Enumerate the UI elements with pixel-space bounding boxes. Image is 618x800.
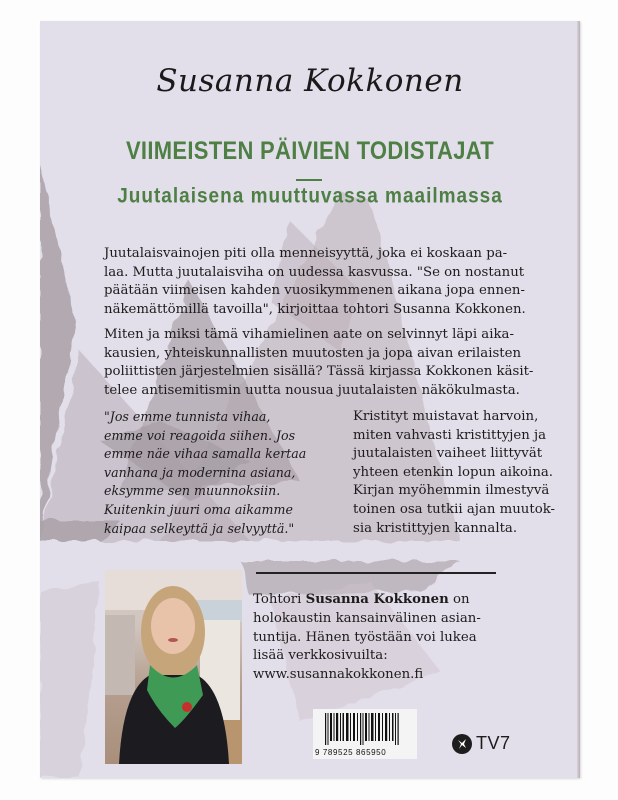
publisher-logo [452,733,511,754]
cover-edge [577,21,580,778]
book-subtitle: Juutalaisena muuttuvassa maailmassa [117,184,503,208]
blurb-column-2 [353,408,556,538]
barcode-bars [313,709,417,749]
author-signature: Susanna Kokkonen [156,63,464,99]
blurb-line: Juutalaisvainojen piti olla menneisyyttä, joka ei koskaan pa- [104,246,508,261]
author-website-link[interactable]: www.susannakokkonen.fi [253,667,424,683]
publisher-dove-icon [452,734,472,754]
blurb-line: Kristityt muistavat harvoin, [353,409,539,424]
blurb-line: toinen osa tutkii ajan muutok- [353,501,556,517]
blurb-line: juutalaisten vaiheet liittyvät [353,446,543,462]
blurb-line: miten vahvasti kristittyjen ja [353,427,547,443]
quote-line: emme voi reagoida siihen. Jos [104,427,296,443]
bio-line: holokaustin kansainvälinen asian- [253,610,481,626]
title-divider [296,179,322,181]
blurb-line: Miten ja miksi tämä vihamielinen aate on selvinnyt läpi aika- [104,327,514,342]
isbn-number: 9 789525 865950 [315,748,387,757]
isbn-barcode [313,709,417,759]
quote-line: vanhana ja modernina asiana, [104,464,296,480]
blurb-line: laa. Mutta juutalaisviha on uudessa kasvussa. "Se on nostanut [104,264,525,280]
bio-divider [256,572,496,574]
author-quote [104,408,307,538]
blurb-line: kausien, yhteiskunnallisten muutosten ja jopa aivan erilaisten [104,345,522,361]
author-photo [105,570,242,764]
bio-line: lisää verkkosivuilta: [253,648,388,664]
bio-prefix: Tohtori [253,592,306,607]
blurb-line: päätään viimeisen kahden vuosikymmenen aikana jopa ennen- [104,283,525,299]
publisher-name: TV7 [476,733,511,753]
book-back-cover [40,21,580,778]
blurb-line: yhteen etenkin lopun aikoina. [353,464,554,480]
blurb-line: poliittisten järjestelmien sisällä? Tässä kirjassa Kokkonen käsit- [104,364,534,380]
author-portrait-illustration [105,570,242,764]
quote-line: eksymme sen muunnoksiin. [104,483,281,499]
quote-line: emme näe vihaa samalla kertaa [104,446,307,462]
book-title: VIIMEISTEN PÄIVIEN TODISTAJAT [125,136,495,165]
quote-line: Kuitenkin juuri oma aikamme [104,501,293,517]
bio-suffix: on [448,592,470,607]
blurb-line: näkemättömillä tavoilla", kirjoittaa tohtori Susanna Kokkonen. [104,301,526,317]
bio-line-1 [253,591,513,610]
blurb-line: sia kristittyjen kannalta. [353,520,518,536]
blurb-line: Kirjan myöhemmin ilmestyvä [353,483,550,499]
quote-line: kaipaa selkeyttä ja selvyyttä." [104,520,295,536]
bio-author-name: Susanna Kokkonen [305,592,449,607]
quote-line: "Jos emme tunnista vihaa, [104,409,271,424]
blurb-paragraph-2 [104,326,534,400]
author-bio [253,591,513,685]
blurb-line: telee antisemitismin uutta nousua juutalaisten näkökulmasta. [104,382,520,398]
blurb-paragraph-1 [104,245,526,319]
bio-line: tuntija. Hänen työstään voi lukea [253,629,477,645]
